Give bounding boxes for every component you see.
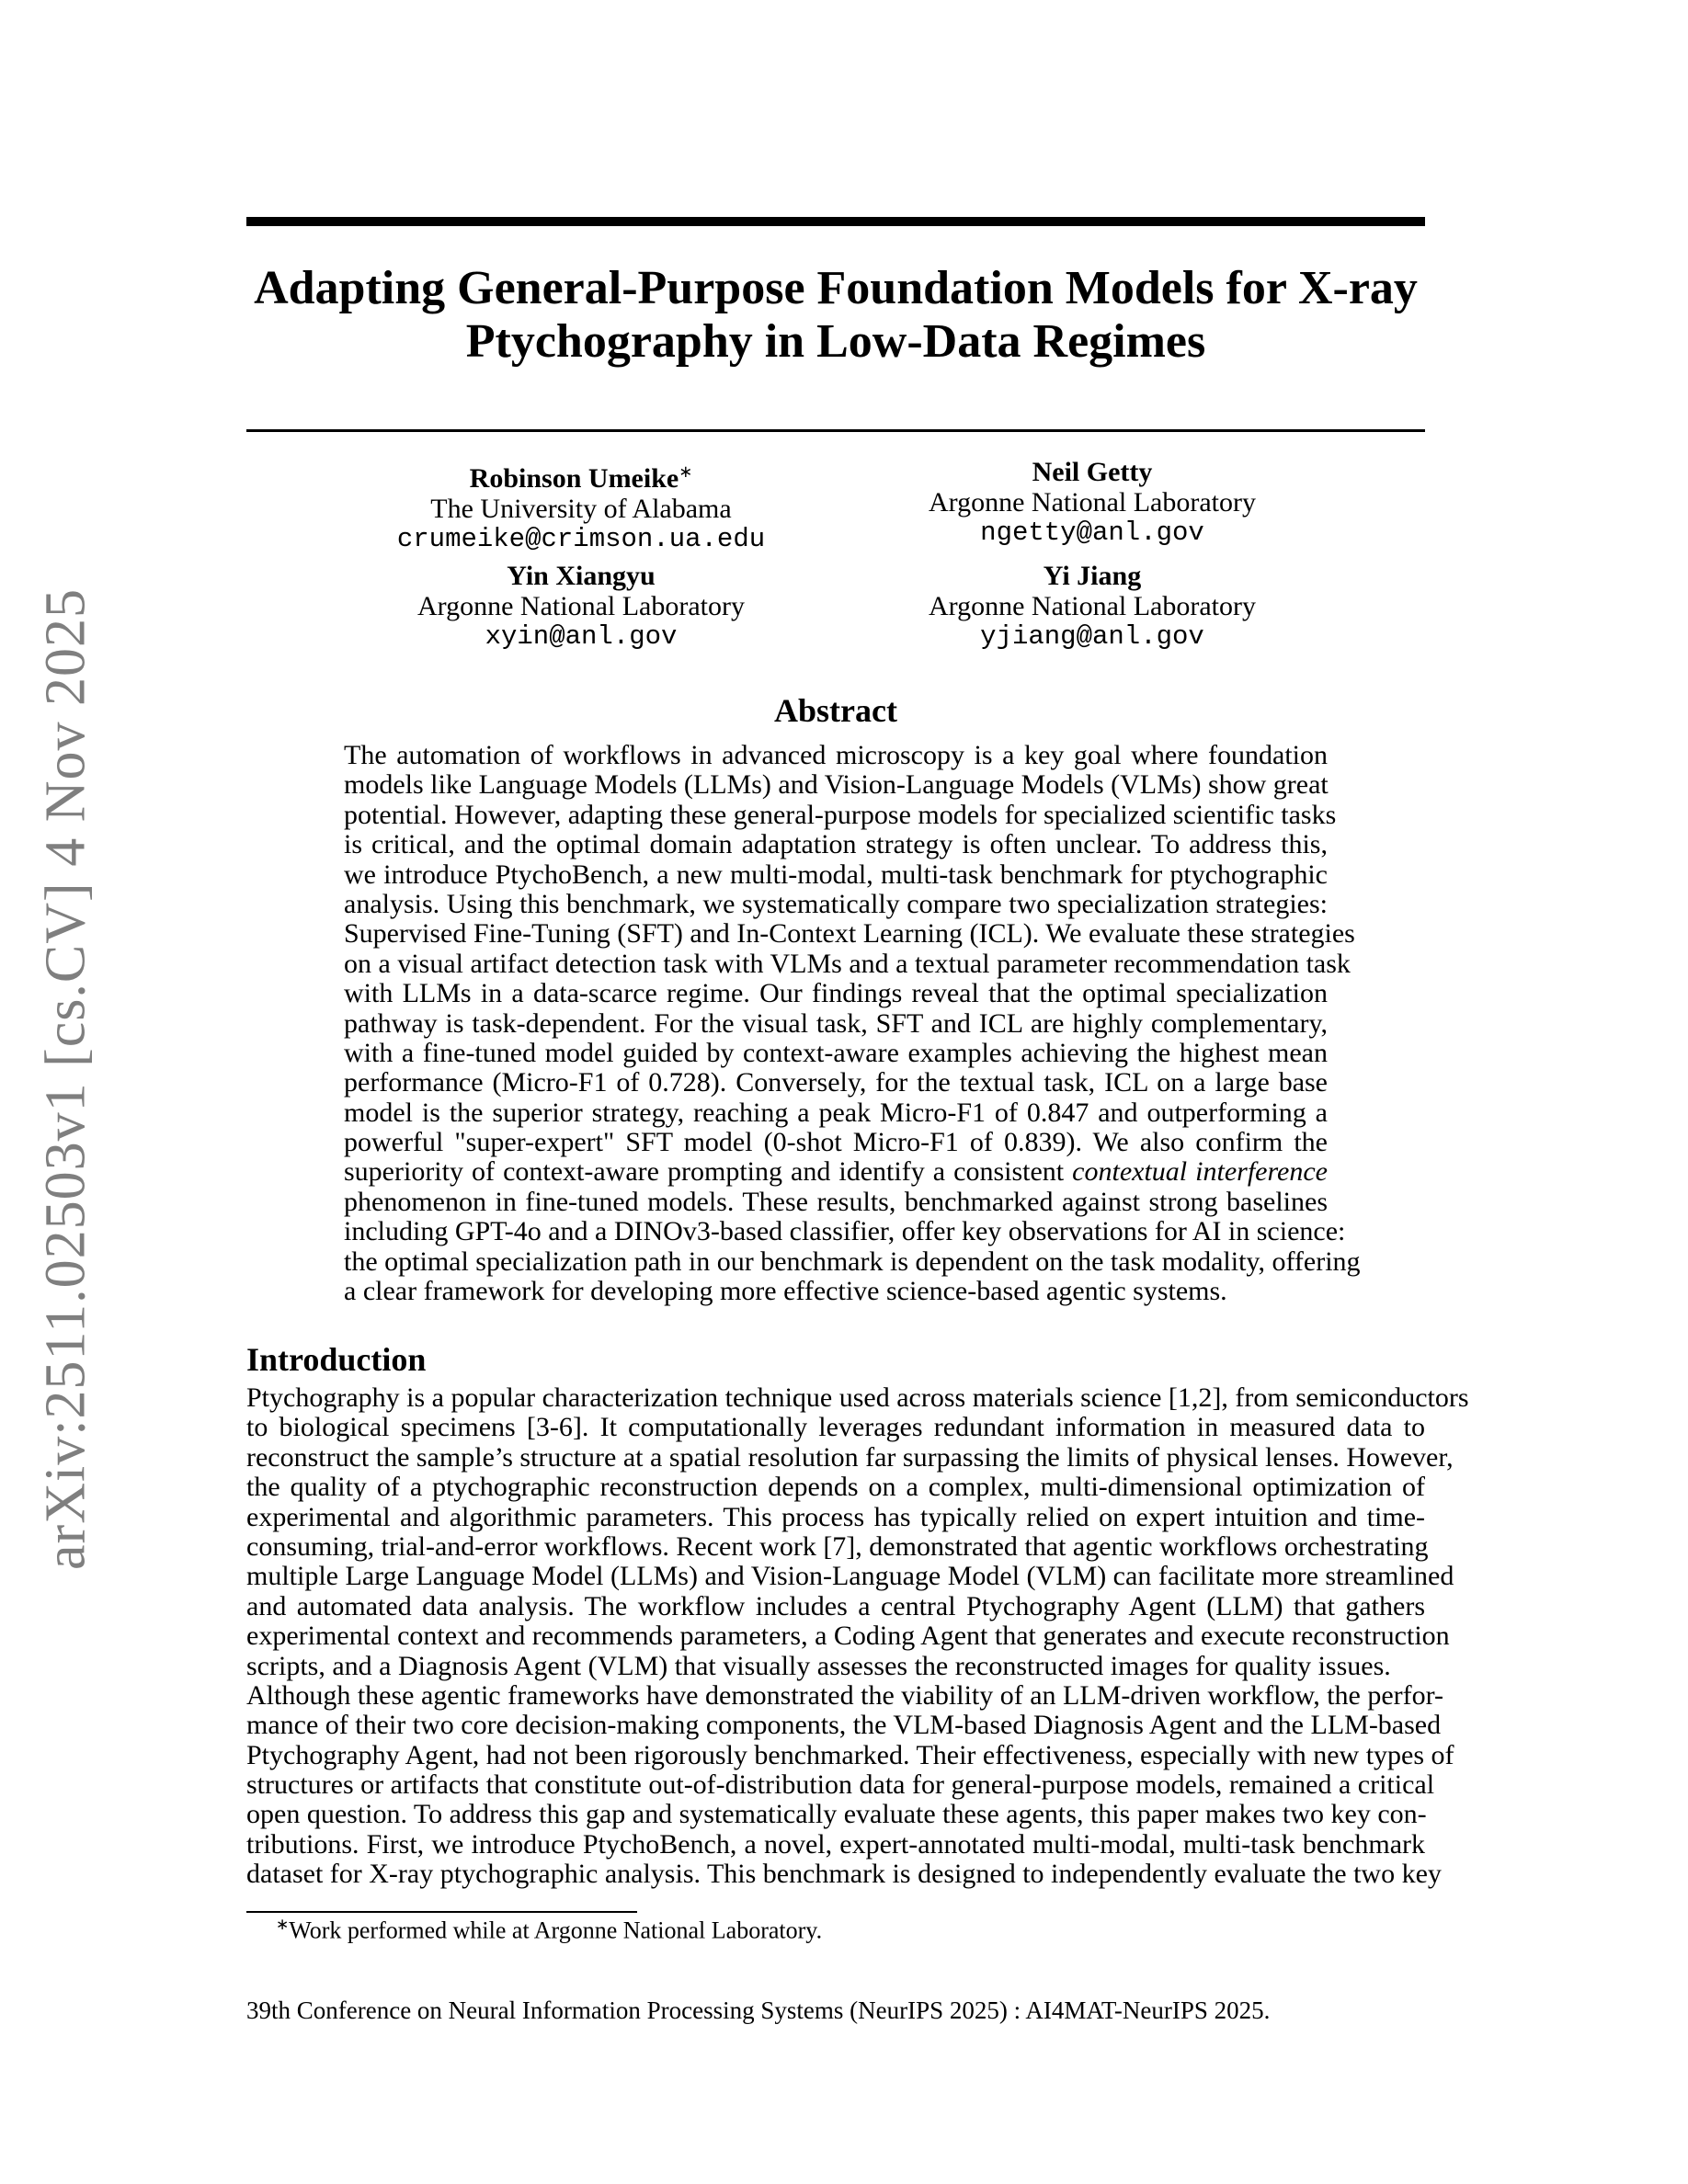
footnote-mark: ∗ — [679, 462, 693, 481]
text-line: model is the superior strategy, reaching a peak Micro-F1 of 0.847 and outperforming a — [344, 1097, 1328, 1128]
author-affiliation: Argonne National Laboratory — [928, 487, 1256, 518]
title-line: Adapting General-Purpose Foundation Models for X-ray — [254, 262, 1418, 314]
author-name-text: Robinson Umeike — [469, 463, 679, 494]
author-name: Neil Getty — [1032, 457, 1153, 487]
paper-title — [246, 262, 1425, 369]
abstract-body — [344, 740, 1361, 1307]
title-line: Ptychography in Low-Data Regimes — [465, 315, 1206, 368]
text-line: with LLMs in a data-scarce regime. Our findings reveal that the optimal specialization — [344, 978, 1328, 1009]
arxiv-identifier: arXiv:2511.02503v1 [cs.CV] 4 Nov 2025 — [34, 588, 97, 1570]
footnote-rule — [246, 1911, 637, 1913]
text-line: consuming, trial-and-error workflows. Recent work [7], demonstrated that agentic workflows orchestrating — [246, 1530, 1429, 1562]
text-line — [344, 1157, 1328, 1187]
author-email[interactable]: ngetty@anl.gov — [980, 518, 1204, 548]
text-line: with a fine-tuned model guided by context-aware examples achieving the highest mean — [344, 1037, 1328, 1068]
author-block — [816, 561, 1368, 652]
title-rule-top — [246, 217, 1425, 226]
text-segment: superiority of context-aware prompting and identify a consistent — [344, 1156, 1073, 1188]
introduction-body — [246, 1382, 1469, 1890]
text-line: Ptychography Agent, had not been rigorously benchmarked. Their effectiveness, especially with new types of — [246, 1739, 1454, 1770]
text-line: the optimal specialization path in our benchmark is dependent on the task modality, offering — [344, 1246, 1361, 1277]
text-line: dataset for X-ray ptychographic analysis. This benchmark is designed to independently evaluate the two key — [246, 1859, 1442, 1890]
text-line: a clear framework for developing more effective science-based agentic systems. — [344, 1276, 1227, 1307]
text-line: to biological specimens [3-6]. It computationally leverages redundant information in measured data to — [246, 1412, 1425, 1443]
author-affiliation: The University of Alabama — [430, 494, 732, 524]
text-line: and automated data analysis. The workflow includes a central Ptychography Agent (LLM) that gathers — [246, 1590, 1425, 1621]
text-line: performance (Micro-F1 of 0.728). Conversely, for the textual task, ICL on a large base — [344, 1067, 1328, 1098]
text-line: analysis. Using this benchmark, we systematically compare two specialization strategies: — [344, 888, 1328, 919]
footnote-text: Work performed while at Argonne National Laboratory. — [289, 1917, 823, 1944]
text-line: tributions. First, we introduce PtychoBench, a novel, expert-annotated multi-modal, multi-task benchmark — [246, 1828, 1425, 1860]
text-line: experimental and algorithmic parameters. This process has typically relied on expert intuition and time- — [246, 1501, 1425, 1532]
text-line: mance of their two core decision-making components, the VLM-based Diagnosis Agent and the LLM-based — [246, 1710, 1442, 1741]
author-email[interactable]: yjiang@anl.gov — [980, 621, 1204, 652]
text-line: on a visual artifact detection task with VLMs and a textual parameter recommendation task — [344, 948, 1351, 979]
text-line: Ptychography is a popular characterization technique used across materials science [1,2], from semiconductors — [246, 1382, 1469, 1413]
text-line: structures or artifacts that constitute out-of-distribution data for general-purpose models, remained a critical — [246, 1769, 1435, 1801]
text-line: reconstruct the sample’s structure at a spatial resolution far surpassing the limits of physical lenses. However, — [246, 1441, 1454, 1473]
text-line: open question. To address this gap and systematically evaluate these agents, this paper makes two key con- — [246, 1799, 1427, 1830]
text-line: Supervised Fine-Tuning (SFT) and In-Context Learning (ICL). We evaluate these strategies — [344, 918, 1355, 950]
emphasized-text: contextual interference — [1072, 1156, 1328, 1188]
text-line: experimental context and recommends parameters, a Coding Agent that generates and execute reconstruction — [246, 1621, 1450, 1652]
text-line: powerful "super-expert" SFT model (0-shot Micro-F1 of 0.839). We also confirm the — [344, 1127, 1328, 1158]
text-line: the quality of a ptychographic reconstruction depends on a complex, multi-dimensional optimization of — [246, 1472, 1425, 1503]
abstract-heading: Abstract — [774, 692, 897, 729]
author-block — [305, 457, 857, 554]
conference-footer: 39th Conference on Neural Information Processing Systems (NeurIPS 2025) : AI4MAT-NeurIPS 2025. — [246, 1996, 1271, 2024]
footnote-mark: ∗ — [276, 1916, 290, 1933]
author-name — [305, 457, 857, 494]
author-name: Yi Jiang — [1043, 561, 1142, 591]
text-line: multiple Large Language Model (LLMs) and Vision-Language Model (VLM) can facilitate more streamlined — [246, 1561, 1454, 1592]
author-block — [305, 561, 857, 652]
footnote — [276, 1916, 822, 1945]
text-line: The automation of workflows in advanced microscopy is a key goal where foundation — [344, 740, 1328, 770]
text-line: potential. However, adapting these general-purpose models for specialized scientific tasks — [344, 799, 1337, 830]
text-line: scripts, and a Diagnosis Agent (VLM) that visually assesses the reconstructed images for quality issues. — [246, 1650, 1391, 1681]
text-line: phenomenon in fine-tuned models. These results, benchmarked against strong baselines — [344, 1186, 1328, 1217]
text-line: including GPT-4o and a DINOv3-based classifier, offer key observations for AI in science: — [344, 1216, 1346, 1247]
author-affiliation: Argonne National Laboratory — [928, 591, 1256, 621]
text-line: is critical, and the optimal domain adaptation strategy is often unclear. To address this, — [344, 829, 1328, 860]
author-email[interactable]: xyin@anl.gov — [485, 621, 678, 652]
text-line: Although these agentic frameworks have demonstrated the viability of an LLM-driven workflow, the perfor- — [246, 1679, 1444, 1711]
text-line: we introduce PtychoBench, a new multi-modal, multi-task benchmark for ptychographic — [344, 859, 1328, 890]
author-block — [816, 457, 1368, 548]
introduction-heading: Introduction — [246, 1341, 427, 1378]
author-name: Yin Xiangyu — [507, 561, 656, 591]
text-line: models like Language Models (LLMs) and Vision-Language Models (VLMs) show great — [344, 769, 1329, 801]
author-affiliation: Argonne National Laboratory — [416, 591, 745, 621]
text-line: pathway is task-dependent. For the visual task, SFT and ICL are highly complementary, — [344, 1007, 1328, 1039]
author-email[interactable]: crumeike@crimson.ua.edu — [396, 524, 766, 554]
title-rule-bottom — [246, 429, 1425, 432]
